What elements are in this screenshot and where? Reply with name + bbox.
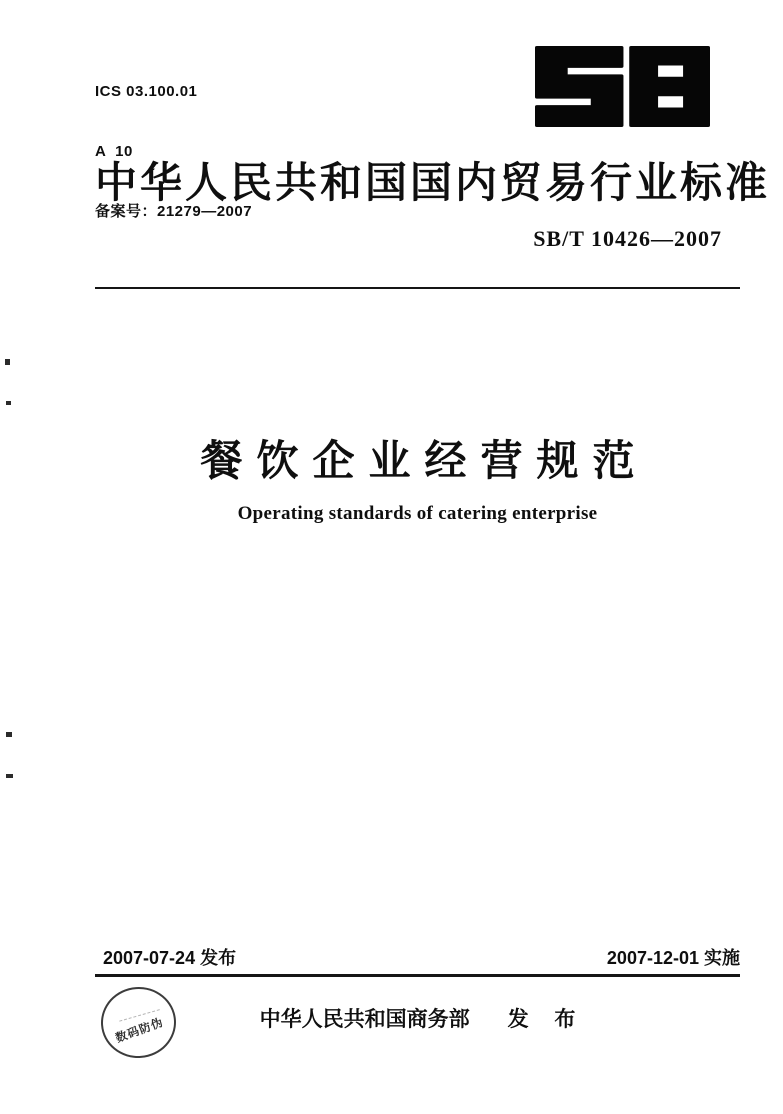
stamp-text: 数码防伪: [114, 1016, 166, 1046]
standard-category-title: 中华人民共和国国内贸易行业标准: [95, 159, 771, 206]
footer-rule: [95, 974, 740, 977]
scan-speck: [6, 732, 12, 737]
publisher-row: [95, 1003, 740, 1033]
publish-word: 发 布: [507, 1008, 586, 1031]
standard-number: SB/T 10426—2007: [533, 226, 722, 251]
document-title-cn: 餐饮企业经营规范: [200, 437, 649, 484]
record-number: 备案号：21279—2007: [95, 203, 253, 220]
header-rule: [95, 287, 740, 289]
issue-date: 2007-07-24 发布: [103, 948, 237, 968]
date-row: [95, 944, 740, 970]
scan-speck: [6, 401, 11, 405]
ics-code: ICS 03.100.01: [95, 83, 198, 100]
classification-code: A 10: [95, 143, 133, 160]
scan-speck: [5, 359, 10, 365]
implement-date: 2007-12-01 实施: [606, 948, 740, 968]
document-title-en: Operating standards of catering enterprise: [237, 503, 598, 524]
content-column: [95, 0, 771, 1114]
publisher-name: 中华人民共和国商务部: [259, 1008, 470, 1031]
scan-speck: [6, 774, 13, 778]
